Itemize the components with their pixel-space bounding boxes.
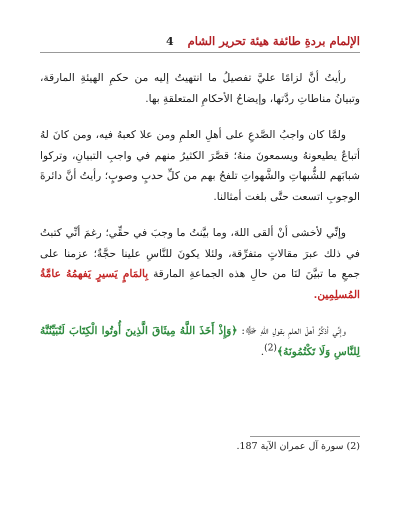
body-text	[40, 68, 360, 378]
paragraph-4	[40, 321, 360, 362]
paragraph-4-end: .	[260, 345, 265, 358]
paragraph-3-text: وإنِّي لأخشى أنْ ألقى اللهَ، وما بيَّنتُ ما وجبَ في حقِّي؛ رغمَ أنِّي كتبتُ في ذلك عبرَ مقالاتٍ متفرِّقة، ولئلا يكونَ للنَّاسِ علينا حجَّةٌ؛ عزمنا على جمعِ ما تبيَّنَ لنَا من حالِ هذه الجماعةِ المارقة	[40, 227, 360, 280]
header-title: الإلمام بردةِ طائفة هيئة تحرير الشام	[187, 34, 360, 48]
quran-verse: ﴿وَإِذْ أَخَذَ اللَّهُ مِيثَاقَ الَّذِينَ أُوتُوا الْكِتَابَ لَتُبَيِّنُنَّهُ لِلنَّاسِ وَلَا تَكْتُمُونَهُ﴾	[40, 325, 360, 358]
footnote	[40, 441, 360, 452]
paragraph-1: رأيتُ أنَّ لزامًا عليَّ تفصيلُ ما انتهيتُ إليه من حكمِ الهيئةِ المارقة، وتبيانُ مناطاتِ ردَّتها، وإيضاحُ الأحكامِ المتعلقةِ بها.	[40, 72, 360, 105]
footnote-marker: (2)	[346, 441, 360, 452]
footnote-reference[interactable]: (2)	[264, 342, 277, 353]
paragraph-2: ولمَّا كان واجبُ الصَّدعِ على أهلِ العلمِ ومن علا كعبهُ فيه، ومن كانَ لهُ أتباعٌ يطيعونهُ ويسمعونَ منهُ؛ قصَّرَ الكثيرُ منهم في واجبِ التبيانِ، وتركوا شبابَهم للشُّبهاتِ والشَّهواتِ تلفحُ بهم من كلِّ حدبٍ وصوبٍ؛ رأيتُ أنَّ دائرةَ الوجوبِ اتسعت حتَّى بلغت أمثالنا.	[40, 129, 360, 203]
footnote-text: سورة آل عمران الآية 187.	[236, 441, 344, 452]
paragraph-3	[40, 223, 360, 305]
paragraph-4-text: وإنِّي أذكِّرُ أهلَ العلمِ بقولِ اللهِ ﷻ:	[237, 325, 346, 337]
running-header	[40, 33, 360, 53]
footnote-separator	[250, 436, 360, 437]
highlighted-phrase: بِالمَامٍ يَسيرٍ يَفهمُهُ عامَّةُ المُسلِمِين.	[40, 268, 360, 301]
page-number: 4	[165, 34, 174, 48]
